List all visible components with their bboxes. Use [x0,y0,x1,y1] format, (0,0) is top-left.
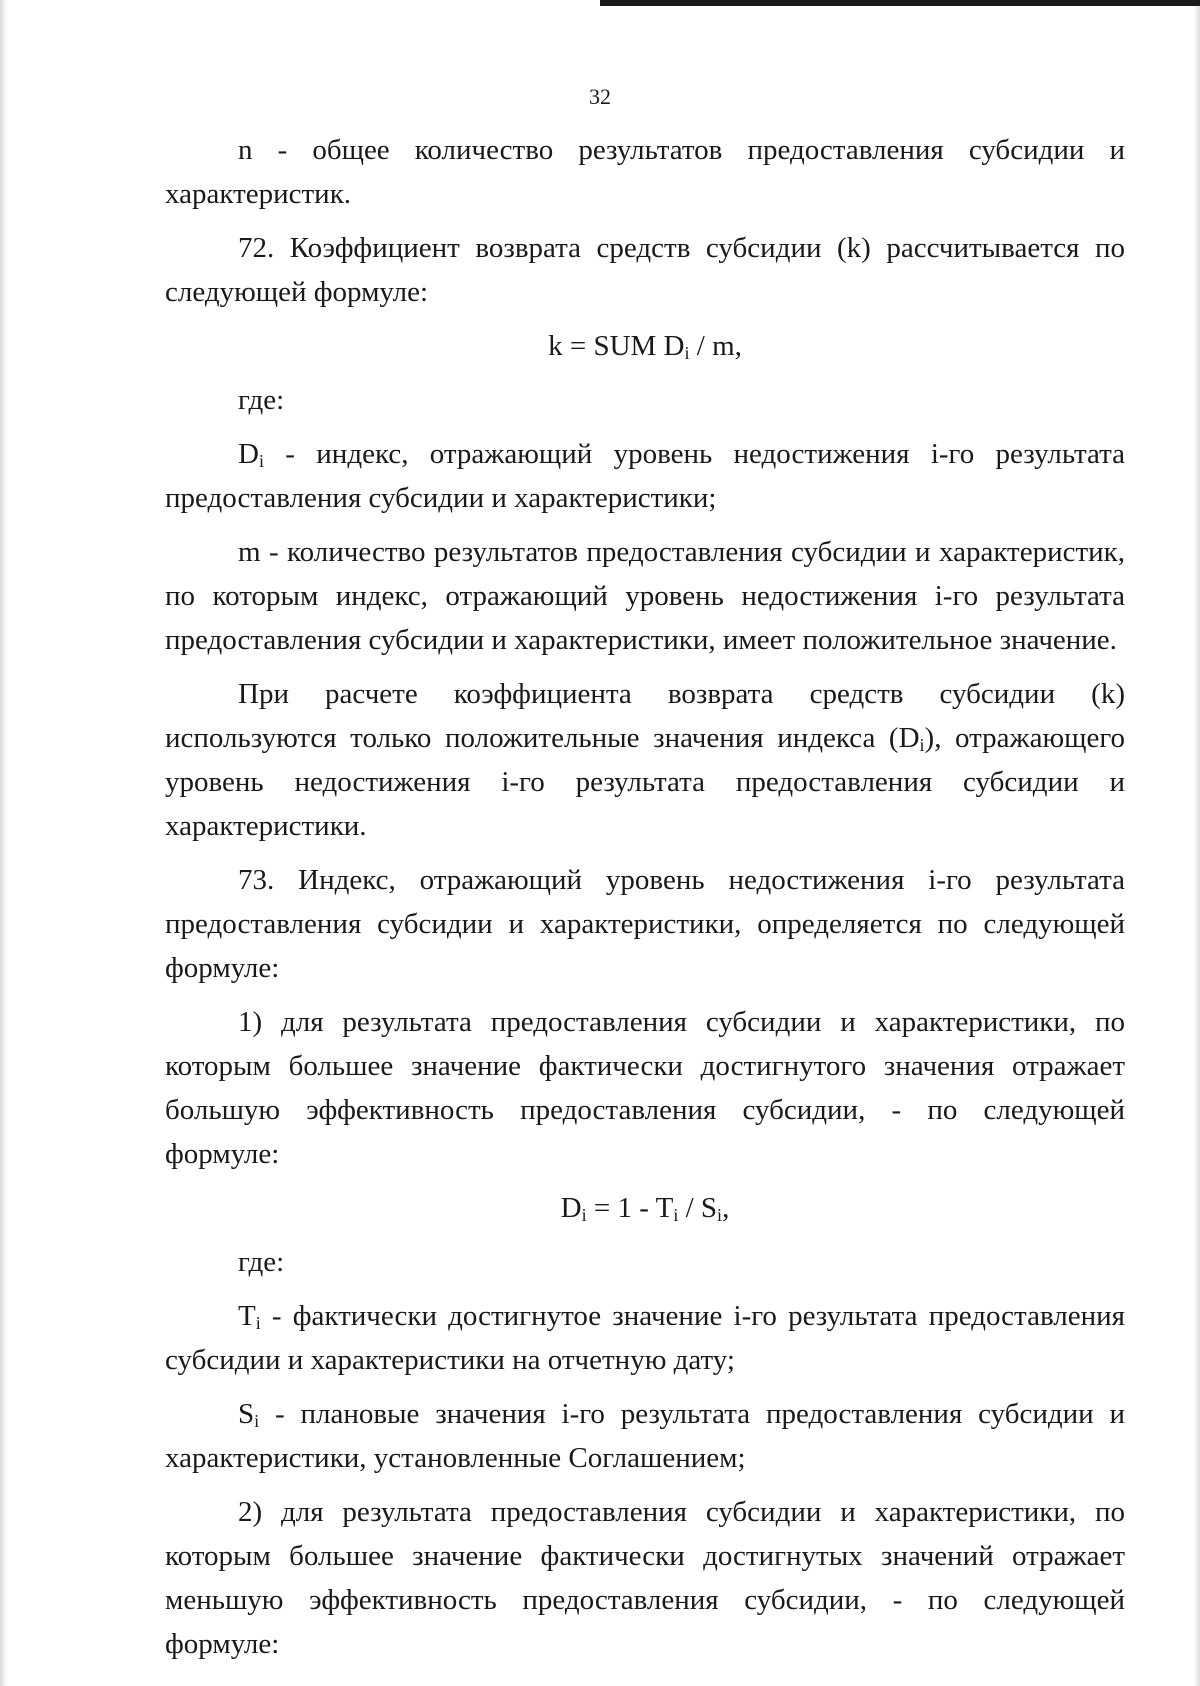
calc-note-text: При расчете коэффициента возврата средств субсидии (k) используются только положительные значения индекса (D [165,678,1125,754]
paragraph-calculation-note [165,672,1125,848]
scan-right-edge [1194,0,1200,1686]
paragraph-m-definition: m - количество результатов предоставления субсидии и характеристик, по которым индекс, отражающий уровень недостижения i-го результата предоставления субсидии и характеристики, имеет положительное значение. [165,536,1125,656]
formula-k [165,324,1125,368]
formula-di-b-sub: i [673,1205,679,1225]
calc-note-sub: i [919,735,925,755]
ti-sub: i [255,1313,261,1333]
di-sub: i [258,451,264,471]
calc-note-tail: ), отражающего уровень недостижения i-го результата предоставления субсидии и характеристики. [165,722,1125,842]
paragraph-di-definition [165,432,1125,520]
formula-di-b: = 1 - T [586,1192,674,1224]
paragraph-73: 73. Индекс, отражающий уровень недостижения i-го результата предоставления субсидии и характеристики, определяется по следующей формуле: [165,864,1125,984]
paragraph-ti-definition [165,1294,1125,1382]
formula-di-d: , [722,1192,730,1224]
paragraph-si-definition [165,1392,1125,1480]
paragraph-item-1: 1) для результата предоставления субсидии и характеристики, по которым большее значение фактически достигнутого значения отражает большую эффективность предоставления субсидии, - по следующей формуле: [165,1006,1125,1170]
page-number: 32 [589,84,611,109]
where-label-1: где: [238,384,285,416]
paragraph-n-definition: n - общее количество результатов предоставления субсидии и характеристик. [165,134,1125,210]
formula-k-text: k = SUM D [548,330,685,362]
formula-di-c-sub: i [717,1205,723,1225]
paragraph-item-2: 2) для результата предоставления субсидии и характеристики, по которым большее значение фактически достигнутых значений отражает меньшую эффективность предоставления субсидии, - по следующей формуле: [165,1496,1125,1660]
document-body [165,128,1125,1676]
scan-left-edge [0,0,8,1686]
formula-k-sub: i [684,343,690,363]
si-symbol: S [238,1398,255,1430]
di-symbol: D [238,438,259,470]
where-label-2: где: [238,1246,285,1278]
ti-text: - фактически достигнутое значение i-го результата предоставления субсидии и характеристики на отчетную дату; [165,1300,1125,1376]
formula-di-c: / S [678,1192,718,1224]
formula-di-a-sub: i [581,1205,587,1225]
paragraph-72: 72. Коэффициент возврата средств субсидии (k) рассчитывается по следующей формуле: [165,232,1125,308]
formula-k-tail: / m, [689,330,742,362]
top-rule [600,0,1200,6]
ti-symbol: T [238,1300,256,1332]
formula-di-a: D [560,1192,582,1224]
si-text: - плановые значения i-го результата предоставления субсидии и характеристики, установленные Соглашением; [165,1398,1125,1474]
di-text: - индекс, отражающий уровень недостижения i-го результата предоставления субсидии и характеристики; [165,438,1125,514]
formula-di [165,1186,1125,1230]
si-sub: i [254,1411,260,1431]
